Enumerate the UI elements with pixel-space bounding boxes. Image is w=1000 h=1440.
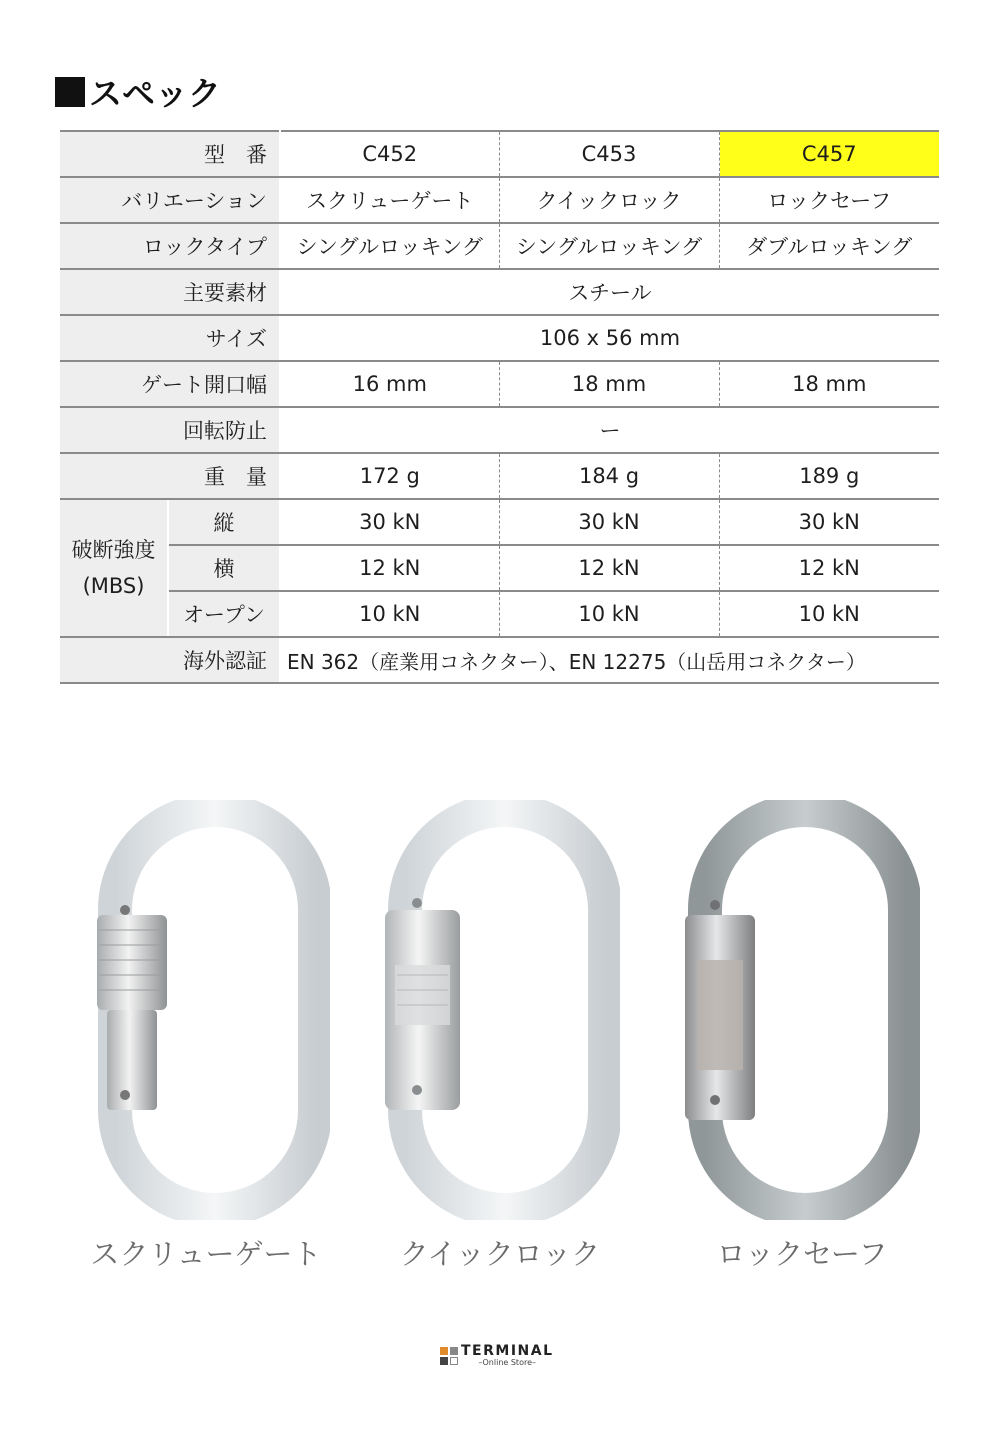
row-strength-open xyxy=(60,591,939,637)
row-material xyxy=(60,269,939,315)
logo-mark-icon xyxy=(440,1347,458,1365)
terminal-logo xyxy=(440,1344,554,1367)
heading-text: スペック xyxy=(89,74,221,113)
weight-c453: 184 g xyxy=(499,453,719,499)
label-material: 主要素材 xyxy=(60,269,280,315)
antirotation-value: ー xyxy=(280,407,939,453)
label-locktype: ロックタイプ xyxy=(60,223,280,269)
caption-screwgate: スクリューゲート xyxy=(90,1237,322,1271)
label-major: 縦 xyxy=(168,499,280,545)
locktype-c453: シングルロッキング xyxy=(499,223,719,269)
logo-subtitle: –Online Store– xyxy=(478,1358,536,1367)
page-heading xyxy=(55,68,221,115)
gate-c457: 18 mm xyxy=(719,361,939,407)
row-variation xyxy=(60,177,939,223)
label-open: オープン xyxy=(168,591,280,637)
label-strength xyxy=(60,499,168,637)
carabiner-locksafe-image xyxy=(685,800,920,1220)
variation-c452: スクリューゲート xyxy=(280,177,499,223)
row-size xyxy=(60,315,939,361)
major-c453: 30 kN xyxy=(499,499,719,545)
row-locktype xyxy=(60,223,939,269)
label-gate: ゲート開口幅 xyxy=(60,361,280,407)
label-certification: 海外認証 xyxy=(60,637,280,683)
row-model xyxy=(60,131,939,177)
carabiner-quicklock-image xyxy=(385,800,620,1220)
caption-locksafe: ロックセーフ xyxy=(716,1237,888,1271)
label-weight: 重 量 xyxy=(60,453,280,499)
label-size: サイズ xyxy=(60,315,280,361)
label-strength-line2: (MBS) xyxy=(82,574,145,598)
heading-square-icon xyxy=(55,77,85,107)
major-c457: 30 kN xyxy=(719,499,939,545)
spec-table xyxy=(60,130,939,684)
row-certification xyxy=(60,637,939,683)
model-c452: C452 xyxy=(280,131,499,177)
weight-c457: 189 g xyxy=(719,453,939,499)
locktype-c452: シングルロッキング xyxy=(280,223,499,269)
carabiner-screwgate-image xyxy=(95,800,330,1220)
size-value: 106 x 56 mm xyxy=(280,315,939,361)
label-variation: バリエーション xyxy=(60,177,280,223)
minor-c452: 12 kN xyxy=(280,545,499,591)
major-c452: 30 kN xyxy=(280,499,499,545)
weight-c452: 172 g xyxy=(280,453,499,499)
row-weight xyxy=(60,453,939,499)
model-c457: C457 xyxy=(719,131,939,177)
minor-c453: 12 kN xyxy=(499,545,719,591)
label-minor: 横 xyxy=(168,545,280,591)
open-c457: 10 kN xyxy=(719,591,939,637)
caption-quicklock: クイックロック xyxy=(399,1237,601,1271)
gate-c452: 16 mm xyxy=(280,361,499,407)
variation-c453: クイックロック xyxy=(499,177,719,223)
row-gate xyxy=(60,361,939,407)
open-c453: 10 kN xyxy=(499,591,719,637)
logo-brand: TERMINAL xyxy=(461,1343,554,1359)
locktype-c457: ダブルロッキング xyxy=(719,223,939,269)
gate-c453: 18 mm xyxy=(499,361,719,407)
minor-c457: 12 kN xyxy=(719,545,939,591)
model-c453: C453 xyxy=(499,131,719,177)
label-model: 型 番 xyxy=(60,131,280,177)
certification-value: EN 362（産業用コネクター）、EN 12275（山岳用コネクター） xyxy=(280,637,939,683)
material-value: スチール xyxy=(280,269,939,315)
open-c452: 10 kN xyxy=(280,591,499,637)
row-antirotation xyxy=(60,407,939,453)
variation-c457: ロックセーフ xyxy=(719,177,939,223)
row-strength-major xyxy=(60,499,939,545)
label-antirotation: 回転防止 xyxy=(60,407,280,453)
row-strength-minor xyxy=(60,545,939,591)
label-strength-line1: 破断強度 xyxy=(71,538,156,562)
